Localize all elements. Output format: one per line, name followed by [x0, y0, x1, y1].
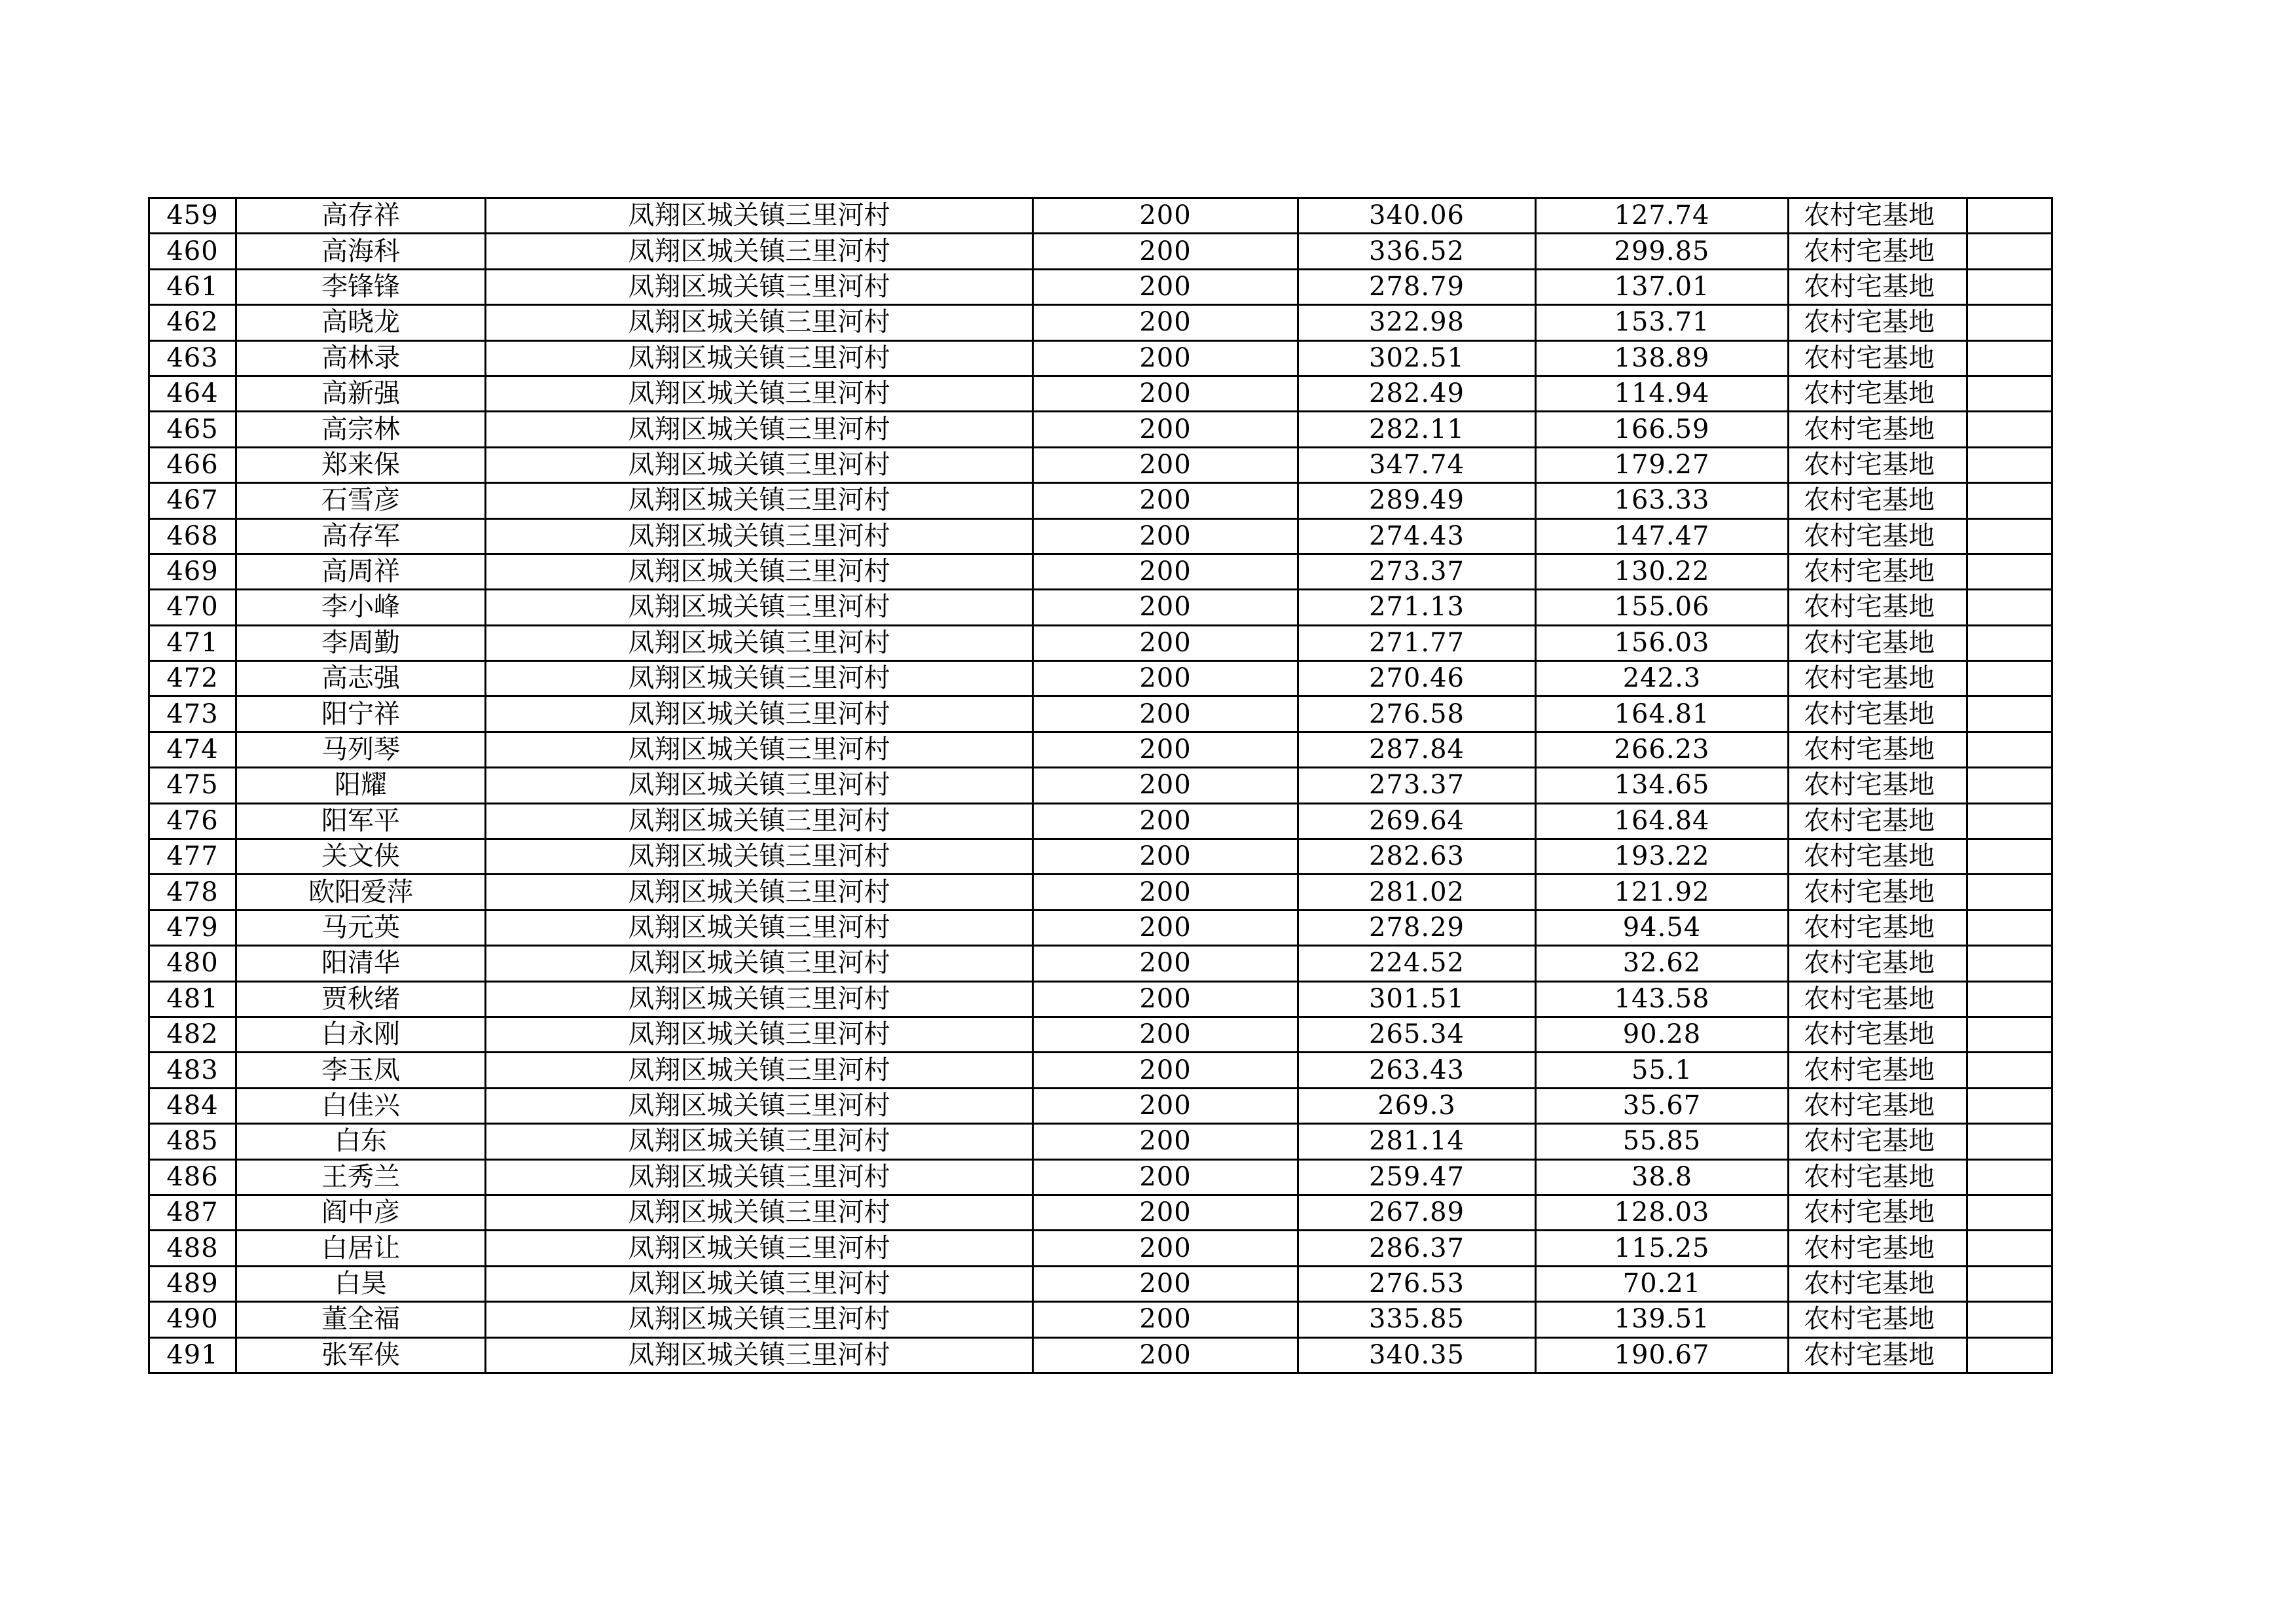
cell-address: 凤翔区城关镇三里河村	[486, 1124, 1033, 1159]
cell-name: 阳耀	[236, 768, 486, 803]
cell-remark	[1967, 483, 2052, 518]
cell-actual-area: 340.06	[1298, 198, 1536, 234]
cell-name: 董全福	[236, 1302, 486, 1337]
cell-name: 李锋锋	[236, 269, 486, 304]
cell-actual-area: 282.63	[1298, 839, 1536, 875]
cell-number: 462	[149, 305, 236, 340]
cell-name: 贾秋绪	[236, 981, 486, 1017]
cell-land-type: 农村宅基地	[1789, 590, 1967, 625]
cell-address: 凤翔区城关镇三里河村	[486, 554, 1033, 589]
table-row	[149, 376, 2052, 411]
cell-actual-area: 273.37	[1298, 768, 1536, 803]
cell-actual-area: 271.13	[1298, 590, 1536, 625]
cell-actual-area: 281.02	[1298, 875, 1536, 910]
cell-name: 马元英	[236, 910, 486, 945]
cell-name: 白永刚	[236, 1017, 486, 1052]
cell-standard-area: 200	[1033, 732, 1298, 767]
cell-number: 464	[149, 376, 236, 411]
cell-address: 凤翔区城关镇三里河村	[486, 625, 1033, 660]
cell-name: 郑来保	[236, 447, 486, 482]
cell-remark	[1967, 1159, 2052, 1195]
cell-address: 凤翔区城关镇三里河村	[486, 590, 1033, 625]
table-body	[149, 198, 2052, 1373]
cell-excess-area: 155.06	[1536, 590, 1789, 625]
cell-address: 凤翔区城关镇三里河村	[486, 839, 1033, 875]
cell-name: 高宗林	[236, 412, 486, 447]
cell-address: 凤翔区城关镇三里河村	[486, 946, 1033, 981]
cell-remark	[1967, 625, 2052, 660]
cell-standard-area: 200	[1033, 981, 1298, 1017]
cell-land-type: 农村宅基地	[1789, 1053, 1967, 1088]
table-row	[149, 946, 2052, 981]
cell-excess-area: 128.03	[1536, 1195, 1789, 1230]
cell-actual-area: 278.79	[1298, 269, 1536, 304]
cell-standard-area: 200	[1033, 412, 1298, 447]
cell-number: 481	[149, 981, 236, 1017]
cell-excess-area: 179.27	[1536, 447, 1789, 482]
cell-address: 凤翔区城关镇三里河村	[486, 910, 1033, 945]
table-row	[149, 483, 2052, 518]
cell-excess-area: 163.33	[1536, 483, 1789, 518]
cell-number: 459	[149, 198, 236, 234]
cell-number: 473	[149, 696, 236, 732]
table-row	[149, 590, 2052, 625]
cell-standard-area: 200	[1033, 1124, 1298, 1159]
cell-excess-area: 137.01	[1536, 269, 1789, 304]
cell-land-type: 农村宅基地	[1789, 198, 1967, 234]
table-row	[149, 554, 2052, 589]
cell-name: 阳宁祥	[236, 696, 486, 732]
cell-name: 王秀兰	[236, 1159, 486, 1195]
cell-number: 491	[149, 1337, 236, 1373]
land-table	[148, 197, 2053, 1374]
cell-address: 凤翔区城关镇三里河村	[486, 696, 1033, 732]
cell-actual-area: 282.49	[1298, 376, 1536, 411]
cell-name: 关文侠	[236, 839, 486, 875]
table-row	[149, 625, 2052, 660]
table-row	[149, 1231, 2052, 1266]
cell-name: 白东	[236, 1124, 486, 1159]
cell-remark	[1967, 910, 2052, 945]
cell-remark	[1967, 376, 2052, 411]
cell-address: 凤翔区城关镇三里河村	[486, 447, 1033, 482]
cell-excess-area: 242.3	[1536, 661, 1789, 696]
table-row	[149, 1053, 2052, 1088]
cell-standard-area: 200	[1033, 1088, 1298, 1123]
cell-land-type: 农村宅基地	[1789, 839, 1967, 875]
table-row	[149, 518, 2052, 554]
cell-address: 凤翔区城关镇三里河村	[486, 1302, 1033, 1337]
cell-remark	[1967, 981, 2052, 1017]
table-row	[149, 305, 2052, 340]
cell-excess-area: 143.58	[1536, 981, 1789, 1017]
cell-actual-area: 286.37	[1298, 1231, 1536, 1266]
cell-standard-area: 200	[1033, 198, 1298, 234]
table-row	[149, 1017, 2052, 1052]
cell-actual-area: 259.47	[1298, 1159, 1536, 1195]
cell-land-type: 农村宅基地	[1789, 1302, 1967, 1337]
table-row	[149, 803, 2052, 839]
cell-excess-area: 115.25	[1536, 1231, 1789, 1266]
cell-standard-area: 200	[1033, 696, 1298, 732]
cell-number: 480	[149, 946, 236, 981]
cell-number: 468	[149, 518, 236, 554]
cell-standard-area: 200	[1033, 483, 1298, 518]
cell-land-type: 农村宅基地	[1789, 1231, 1967, 1266]
cell-excess-area: 114.94	[1536, 376, 1789, 411]
cell-standard-area: 200	[1033, 1231, 1298, 1266]
cell-excess-area: 32.62	[1536, 946, 1789, 981]
cell-address: 凤翔区城关镇三里河村	[486, 234, 1033, 269]
cell-land-type: 农村宅基地	[1789, 1124, 1967, 1159]
cell-number: 488	[149, 1231, 236, 1266]
cell-name: 高存祥	[236, 198, 486, 234]
cell-standard-area: 200	[1033, 1159, 1298, 1195]
cell-number: 469	[149, 554, 236, 589]
cell-name: 白佳兴	[236, 1088, 486, 1123]
cell-remark	[1967, 1124, 2052, 1159]
cell-actual-area: 276.53	[1298, 1266, 1536, 1301]
cell-number: 478	[149, 875, 236, 910]
cell-standard-area: 200	[1033, 768, 1298, 803]
cell-name: 李周勤	[236, 625, 486, 660]
cell-land-type: 农村宅基地	[1789, 625, 1967, 660]
cell-remark	[1967, 1088, 2052, 1123]
cell-excess-area: 55.1	[1536, 1053, 1789, 1088]
cell-remark	[1967, 1195, 2052, 1230]
cell-excess-area: 299.85	[1536, 234, 1789, 269]
table-row	[149, 1088, 2052, 1123]
cell-name: 李小峰	[236, 590, 486, 625]
cell-actual-area: 274.43	[1298, 518, 1536, 554]
cell-number: 466	[149, 447, 236, 482]
cell-address: 凤翔区城关镇三里河村	[486, 376, 1033, 411]
cell-excess-area: 70.21	[1536, 1266, 1789, 1301]
table-row	[149, 198, 2052, 234]
cell-excess-area: 156.03	[1536, 625, 1789, 660]
cell-number: 477	[149, 839, 236, 875]
cell-address: 凤翔区城关镇三里河村	[486, 412, 1033, 447]
cell-remark	[1967, 875, 2052, 910]
cell-standard-area: 200	[1033, 518, 1298, 554]
cell-name: 马列琴	[236, 732, 486, 767]
cell-number: 487	[149, 1195, 236, 1230]
cell-actual-area: 269.64	[1298, 803, 1536, 839]
cell-actual-area: 335.85	[1298, 1302, 1536, 1337]
cell-number: 467	[149, 483, 236, 518]
cell-remark	[1967, 198, 2052, 234]
cell-remark	[1967, 1231, 2052, 1266]
cell-number: 484	[149, 1088, 236, 1123]
cell-excess-area: 38.8	[1536, 1159, 1789, 1195]
cell-address: 凤翔区城关镇三里河村	[486, 875, 1033, 910]
cell-number: 482	[149, 1017, 236, 1052]
cell-address: 凤翔区城关镇三里河村	[486, 803, 1033, 839]
cell-actual-area: 336.52	[1298, 234, 1536, 269]
cell-excess-area: 164.84	[1536, 803, 1789, 839]
cell-excess-area: 193.22	[1536, 839, 1789, 875]
cell-address: 凤翔区城关镇三里河村	[486, 768, 1033, 803]
cell-remark	[1967, 1337, 2052, 1373]
cell-address: 凤翔区城关镇三里河村	[486, 269, 1033, 304]
cell-address: 凤翔区城关镇三里河村	[486, 1337, 1033, 1373]
cell-name: 高新强	[236, 376, 486, 411]
table-row	[149, 696, 2052, 732]
cell-actual-area: 269.3	[1298, 1088, 1536, 1123]
cell-name: 李玉凤	[236, 1053, 486, 1088]
cell-land-type: 农村宅基地	[1789, 1159, 1967, 1195]
cell-standard-area: 200	[1033, 305, 1298, 340]
cell-standard-area: 200	[1033, 447, 1298, 482]
cell-standard-area: 200	[1033, 376, 1298, 411]
table-row	[149, 1159, 2052, 1195]
cell-actual-area: 273.37	[1298, 554, 1536, 589]
cell-standard-area: 200	[1033, 234, 1298, 269]
cell-number: 490	[149, 1302, 236, 1337]
table-row	[149, 1302, 2052, 1337]
cell-excess-area: 121.92	[1536, 875, 1789, 910]
cell-number: 475	[149, 768, 236, 803]
cell-address: 凤翔区城关镇三里河村	[486, 1017, 1033, 1052]
cell-excess-area: 138.89	[1536, 340, 1789, 376]
cell-remark	[1967, 447, 2052, 482]
cell-land-type: 农村宅基地	[1789, 412, 1967, 447]
cell-actual-area: 347.74	[1298, 447, 1536, 482]
cell-excess-area: 94.54	[1536, 910, 1789, 945]
cell-excess-area: 166.59	[1536, 412, 1789, 447]
cell-remark	[1967, 269, 2052, 304]
cell-excess-area: 127.74	[1536, 198, 1789, 234]
cell-standard-area: 200	[1033, 590, 1298, 625]
cell-standard-area: 200	[1033, 839, 1298, 875]
cell-land-type: 农村宅基地	[1789, 696, 1967, 732]
cell-remark	[1967, 768, 2052, 803]
table-row	[149, 661, 2052, 696]
cell-land-type: 农村宅基地	[1789, 1337, 1967, 1373]
cell-address: 凤翔区城关镇三里河村	[486, 305, 1033, 340]
cell-land-type: 农村宅基地	[1789, 447, 1967, 482]
cell-actual-area: 263.43	[1298, 1053, 1536, 1088]
cell-standard-area: 200	[1033, 875, 1298, 910]
cell-actual-area: 276.58	[1298, 696, 1536, 732]
cell-name: 张军侠	[236, 1337, 486, 1373]
cell-land-type: 农村宅基地	[1789, 554, 1967, 589]
cell-actual-area: 224.52	[1298, 946, 1536, 981]
cell-name: 欧阳爱萍	[236, 875, 486, 910]
table-row	[149, 981, 2052, 1017]
cell-number: 486	[149, 1159, 236, 1195]
cell-remark	[1967, 732, 2052, 767]
cell-standard-area: 200	[1033, 1053, 1298, 1088]
cell-name: 白居让	[236, 1231, 486, 1266]
cell-land-type: 农村宅基地	[1789, 483, 1967, 518]
cell-land-type: 农村宅基地	[1789, 376, 1967, 411]
cell-number: 476	[149, 803, 236, 839]
cell-standard-area: 200	[1033, 1266, 1298, 1301]
cell-land-type: 农村宅基地	[1789, 875, 1967, 910]
cell-standard-area: 200	[1033, 625, 1298, 660]
cell-excess-area: 35.67	[1536, 1088, 1789, 1123]
cell-remark	[1967, 234, 2052, 269]
cell-actual-area: 301.51	[1298, 981, 1536, 1017]
cell-standard-area: 200	[1033, 803, 1298, 839]
cell-land-type: 农村宅基地	[1789, 732, 1967, 767]
cell-address: 凤翔区城关镇三里河村	[486, 518, 1033, 554]
cell-name: 阳清华	[236, 946, 486, 981]
cell-land-type: 农村宅基地	[1789, 1195, 1967, 1230]
cell-address: 凤翔区城关镇三里河村	[486, 198, 1033, 234]
cell-remark	[1967, 518, 2052, 554]
cell-land-type: 农村宅基地	[1789, 1266, 1967, 1301]
cell-remark	[1967, 946, 2052, 981]
cell-number: 474	[149, 732, 236, 767]
cell-standard-area: 200	[1033, 340, 1298, 376]
cell-name: 阎中彦	[236, 1195, 486, 1230]
cell-land-type: 农村宅基地	[1789, 803, 1967, 839]
cell-remark	[1967, 590, 2052, 625]
cell-land-type: 农村宅基地	[1789, 1088, 1967, 1123]
cell-name: 高海科	[236, 234, 486, 269]
cell-address: 凤翔区城关镇三里河村	[486, 1088, 1033, 1123]
cell-number: 471	[149, 625, 236, 660]
cell-address: 凤翔区城关镇三里河村	[486, 981, 1033, 1017]
cell-standard-area: 200	[1033, 554, 1298, 589]
table-row	[149, 1124, 2052, 1159]
cell-land-type: 农村宅基地	[1789, 768, 1967, 803]
cell-number: 465	[149, 412, 236, 447]
cell-land-type: 农村宅基地	[1789, 981, 1967, 1017]
table-row	[149, 269, 2052, 304]
table-row	[149, 447, 2052, 482]
cell-standard-area: 200	[1033, 1017, 1298, 1052]
cell-address: 凤翔区城关镇三里河村	[486, 1053, 1033, 1088]
cell-address: 凤翔区城关镇三里河村	[486, 1195, 1033, 1230]
cell-remark	[1967, 554, 2052, 589]
cell-actual-area: 271.77	[1298, 625, 1536, 660]
cell-excess-area: 139.51	[1536, 1302, 1789, 1337]
cell-number: 460	[149, 234, 236, 269]
table-row	[149, 340, 2052, 376]
table-row	[149, 732, 2052, 767]
table-row	[149, 839, 2052, 875]
table-row	[149, 1266, 2052, 1301]
cell-number: 470	[149, 590, 236, 625]
table-row	[149, 1337, 2052, 1373]
table-row	[149, 234, 2052, 269]
cell-address: 凤翔区城关镇三里河村	[486, 1159, 1033, 1195]
cell-number: 461	[149, 269, 236, 304]
cell-excess-area: 147.47	[1536, 518, 1789, 554]
cell-land-type: 农村宅基地	[1789, 910, 1967, 945]
cell-name: 高志强	[236, 661, 486, 696]
cell-remark	[1967, 305, 2052, 340]
cell-remark	[1967, 1053, 2052, 1088]
cell-number: 483	[149, 1053, 236, 1088]
cell-address: 凤翔区城关镇三里河村	[486, 661, 1033, 696]
cell-actual-area: 267.89	[1298, 1195, 1536, 1230]
table-row	[149, 1195, 2052, 1230]
cell-land-type: 农村宅基地	[1789, 518, 1967, 554]
cell-excess-area: 130.22	[1536, 554, 1789, 589]
cell-excess-area: 266.23	[1536, 732, 1789, 767]
cell-excess-area: 164.81	[1536, 696, 1789, 732]
cell-land-type: 农村宅基地	[1789, 305, 1967, 340]
cell-actual-area: 265.34	[1298, 1017, 1536, 1052]
cell-name: 石雪彦	[236, 483, 486, 518]
cell-standard-area: 200	[1033, 661, 1298, 696]
cell-name: 阳军平	[236, 803, 486, 839]
cell-name: 高林录	[236, 340, 486, 376]
cell-standard-area: 200	[1033, 910, 1298, 945]
cell-name: 高晓龙	[236, 305, 486, 340]
cell-remark	[1967, 1017, 2052, 1052]
cell-remark	[1967, 412, 2052, 447]
cell-actual-area: 270.46	[1298, 661, 1536, 696]
cell-excess-area: 134.65	[1536, 768, 1789, 803]
table-row	[149, 768, 2052, 803]
cell-actual-area: 340.35	[1298, 1337, 1536, 1373]
cell-excess-area: 90.28	[1536, 1017, 1789, 1052]
cell-land-type: 农村宅基地	[1789, 661, 1967, 696]
cell-remark	[1967, 1302, 2052, 1337]
cell-address: 凤翔区城关镇三里河村	[486, 340, 1033, 376]
cell-actual-area: 282.11	[1298, 412, 1536, 447]
cell-number: 472	[149, 661, 236, 696]
cell-actual-area: 287.84	[1298, 732, 1536, 767]
cell-standard-area: 200	[1033, 1302, 1298, 1337]
cell-remark	[1967, 696, 2052, 732]
cell-excess-area: 153.71	[1536, 305, 1789, 340]
table-row	[149, 910, 2052, 945]
cell-actual-area: 281.14	[1298, 1124, 1536, 1159]
cell-name: 高周祥	[236, 554, 486, 589]
cell-excess-area: 55.85	[1536, 1124, 1789, 1159]
cell-address: 凤翔区城关镇三里河村	[486, 1231, 1033, 1266]
cell-remark	[1967, 1266, 2052, 1301]
cell-actual-area: 278.29	[1298, 910, 1536, 945]
cell-standard-area: 200	[1033, 1337, 1298, 1373]
cell-land-type: 农村宅基地	[1789, 234, 1967, 269]
cell-actual-area: 322.98	[1298, 305, 1536, 340]
cell-actual-area: 289.49	[1298, 483, 1536, 518]
cell-address: 凤翔区城关镇三里河村	[486, 1266, 1033, 1301]
cell-remark	[1967, 839, 2052, 875]
cell-name: 白昊	[236, 1266, 486, 1301]
cell-standard-area: 200	[1033, 1195, 1298, 1230]
table-row	[149, 875, 2052, 910]
cell-actual-area: 302.51	[1298, 340, 1536, 376]
cell-number: 485	[149, 1124, 236, 1159]
table-row	[149, 412, 2052, 447]
cell-remark	[1967, 661, 2052, 696]
cell-address: 凤翔区城关镇三里河村	[486, 732, 1033, 767]
cell-land-type: 农村宅基地	[1789, 340, 1967, 376]
cell-land-type: 农村宅基地	[1789, 269, 1967, 304]
cell-land-type: 农村宅基地	[1789, 946, 1967, 981]
cell-standard-area: 200	[1033, 269, 1298, 304]
cell-standard-area: 200	[1033, 946, 1298, 981]
cell-land-type: 农村宅基地	[1789, 1017, 1967, 1052]
cell-remark	[1967, 803, 2052, 839]
cell-name: 高存军	[236, 518, 486, 554]
cell-number: 479	[149, 910, 236, 945]
cell-address: 凤翔区城关镇三里河村	[486, 483, 1033, 518]
cell-number: 463	[149, 340, 236, 376]
cell-number: 489	[149, 1266, 236, 1301]
cell-excess-area: 190.67	[1536, 1337, 1789, 1373]
cell-remark	[1967, 340, 2052, 376]
